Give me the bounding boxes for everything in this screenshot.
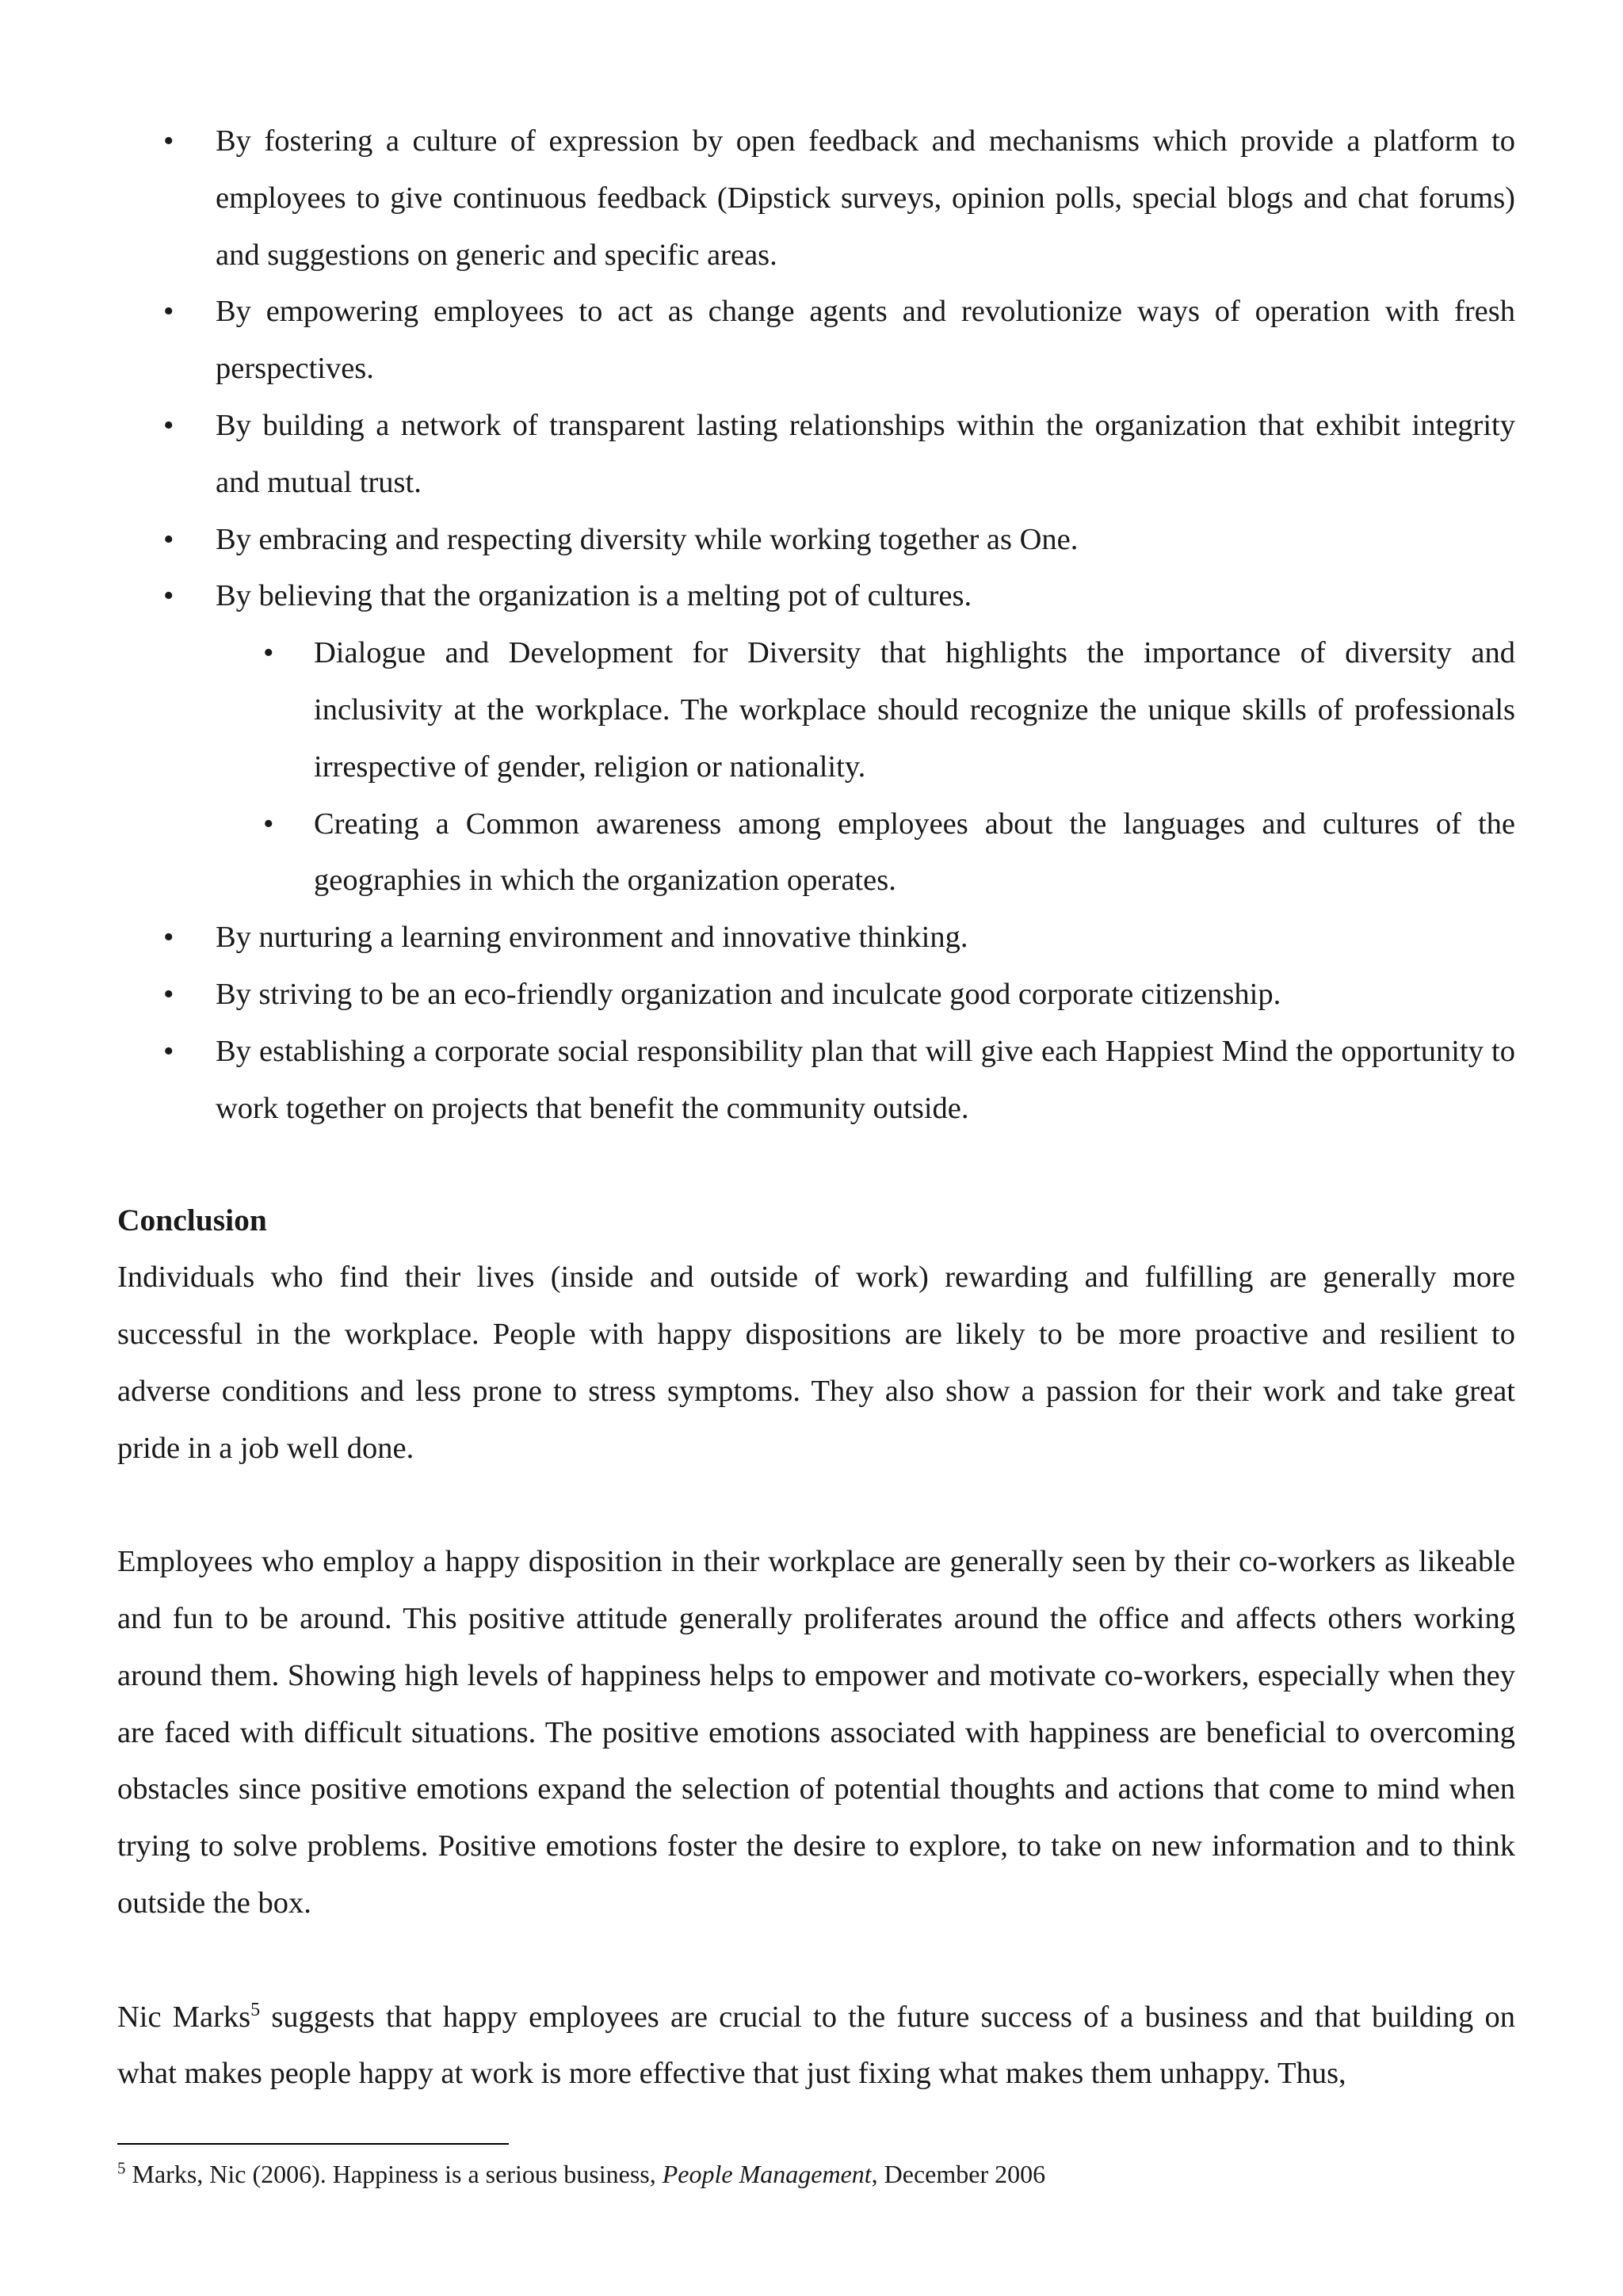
bullet-icon: • [163, 1034, 174, 1068]
footnote-divider [117, 2143, 509, 2145]
list-item [117, 512, 1515, 569]
bullet-icon: • [163, 977, 174, 1011]
list-item-text: By believing that the organization is a melting pot of cultures. [216, 579, 972, 613]
footnote-reference[interactable]: 5 [250, 1999, 261, 2020]
list-item-text: By empowering employees to act as change agents and revolutionize ways of operation with fresh perspectives. [216, 295, 1515, 386]
bullet-icon: • [163, 921, 174, 955]
bullet-list-continued [117, 910, 1515, 1137]
bullet-icon: • [263, 807, 274, 841]
section-heading-conclusion: Conclusion [117, 1203, 267, 1238]
bullet-icon: • [163, 522, 174, 556]
bullet-icon: • [163, 295, 174, 329]
sub-bullet-list [117, 625, 1515, 910]
list-item-text: By nurturing a learning environment and innovative thinking. [216, 921, 968, 955]
bullet-icon: • [163, 124, 174, 158]
list-item-text: By embracing and respecting diversity while working together as One. [216, 522, 1079, 556]
list-item [117, 398, 1515, 512]
page-body [117, 113, 1515, 2103]
bullet-list [117, 113, 1515, 625]
paragraph-text: Nic Marks [117, 2000, 251, 2034]
list-item-text: By establishing a corporate social responsibility plan that will give each Happiest Mind the opportunity to work together on projects that benefit the community outside. [216, 1034, 1515, 1125]
sub-list-item-text: Dialogue and Development for Diversity that highlights the importance of diversity and inclusivity at the workplace. The workplace should recognize the unique skills of professionals irrespective of gender, religion or nationality. [314, 636, 1515, 784]
bullet-icon: • [263, 636, 274, 670]
list-item [117, 1024, 1515, 1138]
footnote [117, 2157, 1515, 2191]
list-item [117, 113, 1515, 284]
bullet-icon: • [163, 579, 174, 613]
footnote-text: Marks, Nic (2006). Happiness is a serious business, [125, 2160, 663, 2188]
list-item [117, 568, 1515, 625]
sub-list-item-text: Creating a Common awareness among employees about the languages and cultures of the geographies in which the organization operates. [314, 807, 1515, 898]
bullet-icon: • [163, 408, 174, 442]
conclusion-paragraph [117, 1989, 1515, 2103]
list-item-text: By fostering a culture of expression by open feedback and mechanisms which provide a platform to employees to give continuous feedback (Dipstick surveys, opinion polls, special blogs and chat forums) and suggestions on generic and specific areas. [216, 124, 1515, 272]
footnote-text: , December 2006 [871, 2160, 1046, 2188]
list-item-text: By building a network of transparent lasting relationships within the organization that exhibit integrity and mutual trust. [216, 408, 1515, 499]
list-item [117, 910, 1515, 967]
list-item [117, 967, 1515, 1024]
sub-list-item [117, 796, 1515, 910]
footnote-publication: People Management [662, 2160, 872, 2188]
conclusion-paragraph: Employees who employ a happy disposition in their workplace are generally seen by their co-workers as likeable and fun to be around. This positive attitude generally proliferates around the office and affects others working around them. Showing high levels of happiness helps to empower and motivate co-workers, especially when they are faced with difficult situations. The positive emotions associated with happiness are beneficial to overcoming obstacles since positive emotions expand the selection of potential thoughts and actions that come to mind when trying to solve problems. Positive emotions foster the desire to explore, to take on new information and to think outside the box. [117, 1545, 1515, 1920]
conclusion-paragraph: Individuals who find their lives (inside and outside of work) rewarding and fulfilling are generally more successful in the workplace. People with happy dispositions are likely to be more proactive and resilient to adverse conditions and less prone to stress symptoms. They also show a passion for their work and take great pride in a job well done. [117, 1261, 1515, 1465]
list-item [117, 284, 1515, 398]
paragraph-text: suggests that happy employees are crucial to the future success of a business and that building on what makes people happy at work is more effective that just fixing what makes them unhappy. Thus, [117, 2000, 1515, 2091]
sub-list-item [117, 625, 1515, 795]
list-item-text: By striving to be an eco-friendly organization and inculcate good corporate citizenship. [216, 977, 1281, 1011]
footnote-number: 5 [117, 2158, 126, 2178]
